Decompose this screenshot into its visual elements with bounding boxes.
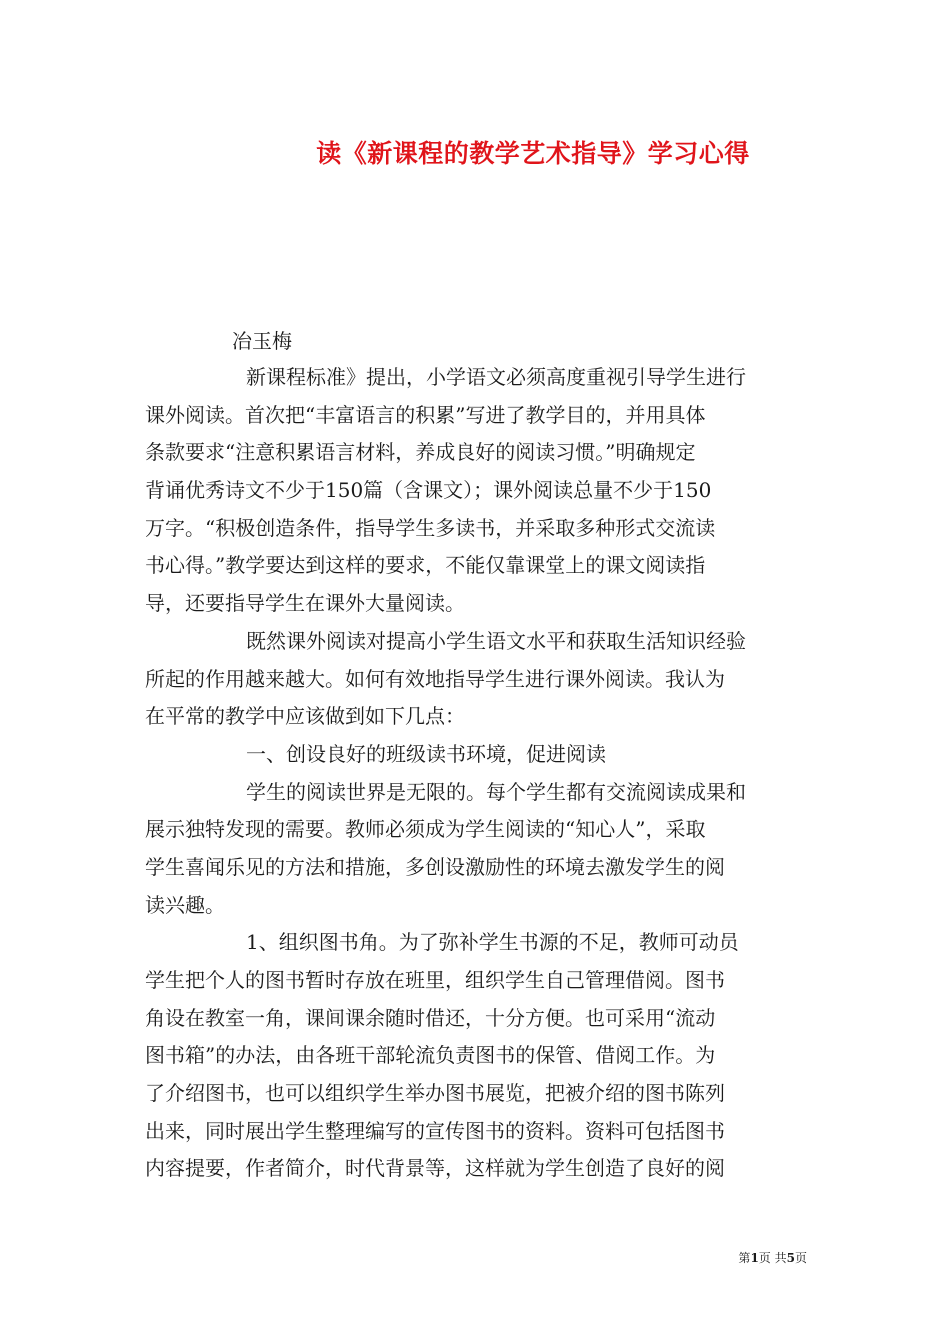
author-name: 冶玉梅 <box>232 329 292 353</box>
text-line: 条款要求“注意积累语言材料，养成良好的阅读习惯。”明确规定 <box>145 440 696 465</box>
text-line: 书心得。”教学要达到这样的要求，不能仅靠课堂上的课文阅读指 <box>145 553 706 578</box>
text-line: 1、组织图书角。为了弥补学生书源的不足，教师可动员 <box>246 930 739 955</box>
page-footer <box>738 1249 807 1266</box>
footer-prefix: 第 <box>738 1251 751 1265</box>
body-text <box>145 359 807 1188</box>
text-line: 新课程标准》提出，小学语文必须高度重视引导学生进行 <box>246 365 746 389</box>
footer-total-pages: 5 <box>786 1251 795 1265</box>
text-line: 了介绍图书，也可以组织学生举办图书展览，把被介绍的图书陈列 <box>145 1081 725 1106</box>
text-line: 内容提要，作者简介，时代背景等，这样就为学生创造了良好的阅 <box>145 1156 725 1181</box>
text-line: 万字。“积极创造条件，指导学生多读书，并采取多种形式交流读 <box>145 515 716 540</box>
text-line: 展示独特发现的需要。教师必须成为学生阅读的“知心人”，采取 <box>145 817 706 842</box>
text-line: 导，还要指导学生在课外大量阅读。 <box>145 591 465 616</box>
footer-middle: 页 共 <box>758 1251 787 1265</box>
text-line: 背诵优秀诗文不少于150篇（含课文）；课外阅读总量不少于150 <box>145 478 712 503</box>
text-line: 课外阅读。首次把“丰富语言的积累”写进了教学目的，并用具体 <box>145 402 706 427</box>
text-line: 学生的阅读世界是无限的。每个学生都有交流阅读成果和 <box>246 779 746 804</box>
text-line: 角设在教室一角，课间课余随时借还，十分方便。也可采用“流动 <box>145 1005 716 1030</box>
footer-page-number: 1 <box>750 1251 759 1265</box>
text-line: 学生把个人的图书暂时存放在班里，组织学生自己管理借阅。图书 <box>145 968 725 992</box>
footer-suffix: 页 <box>794 1251 807 1265</box>
document-title: 读《新课程的教学艺术指导》学习心得 <box>316 139 750 168</box>
text-line: 学生喜闻乐见的方法和措施，多创设激励性的环境去激发学生的阅 <box>145 854 725 879</box>
text-line: 读兴趣。 <box>145 892 225 917</box>
text-line: 在平常的教学中应该做到如下几点： <box>145 704 465 729</box>
text-line: 出来，同时展出学生整理编写的宣传图书的资料。资料可包括图书 <box>145 1118 725 1143</box>
text-line: 所起的作用越来越大。如何有效地指导学生进行课外阅读。我认为 <box>145 666 725 691</box>
text-line: 图书箱”的办法，由各班干部轮流负责图书的保管、借阅工作。为 <box>145 1043 716 1068</box>
text-line: 既然课外阅读对提高小学生语文水平和获取生活知识经验 <box>246 628 746 653</box>
text-line: 一、创设良好的班级读书环境，促进阅读 <box>246 741 606 766</box>
